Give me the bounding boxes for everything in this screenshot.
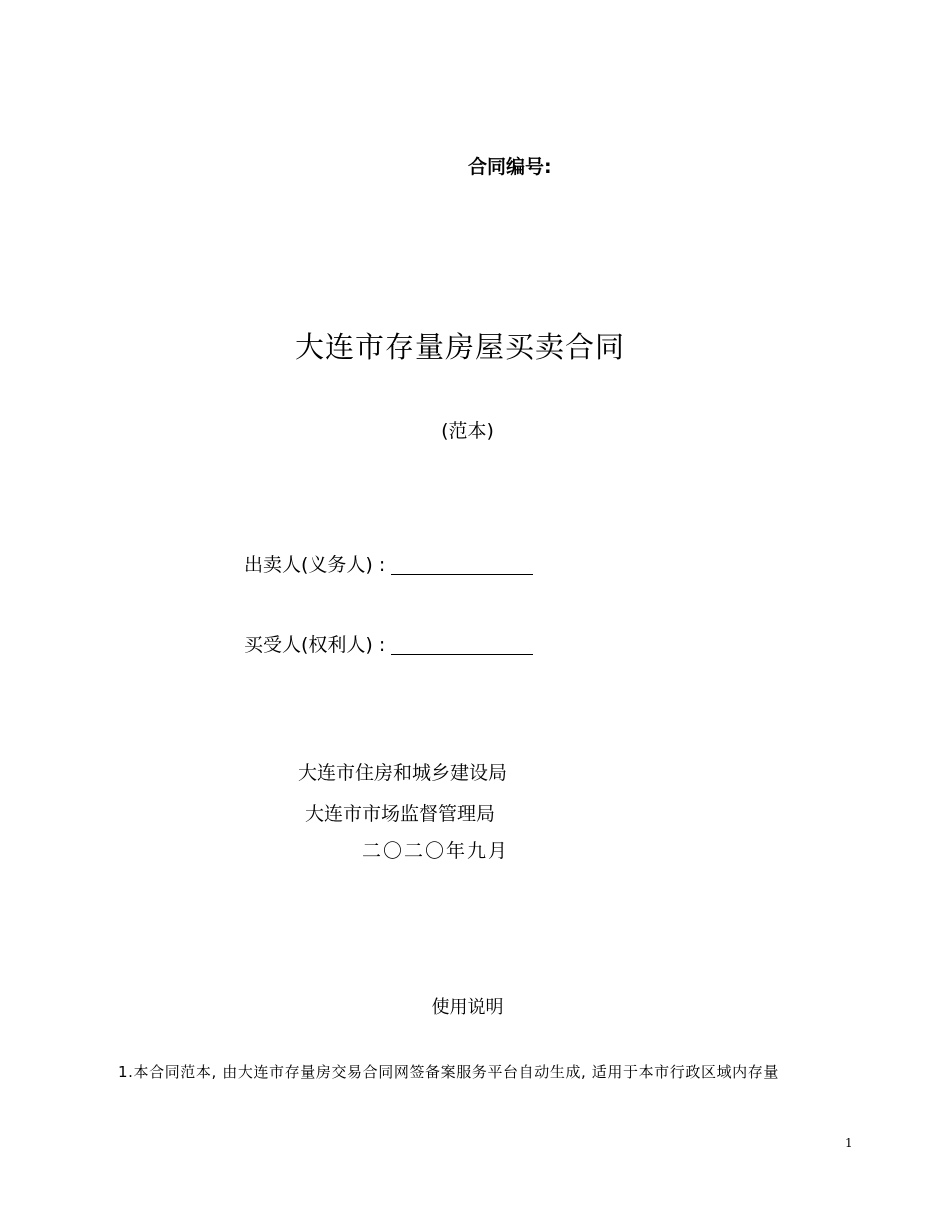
issuer-market-bureau: 大连市市场监督管理局 (305, 803, 496, 825)
contract-subtitle: (范本) (441, 420, 494, 442)
instructions-item-1: 1.本合同范本, 由大连市存量房交易合同网签备案服务平台自动生成, 适用于本市行政区域内存量 (118, 1063, 779, 1081)
contract-number-label: 合同编号: (468, 156, 552, 178)
seller-blank-field[interactable] (391, 554, 533, 575)
issuer-housing-bureau: 大连市住房和城乡建设局 (298, 762, 508, 784)
instructions-heading: 使用说明 (431, 997, 504, 1018)
seller-line (244, 550, 533, 577)
issue-date: 二〇二〇年九月 (362, 840, 510, 862)
seller-label: 出卖人(义务人) : (244, 554, 386, 576)
buyer-line (244, 630, 533, 657)
buyer-blank-field[interactable] (391, 634, 533, 655)
buyer-label: 买受人(权利人) : (244, 634, 386, 656)
page-number: 1 (845, 1136, 853, 1150)
contract-title: 大连市存量房屋买卖合同 (294, 330, 625, 364)
